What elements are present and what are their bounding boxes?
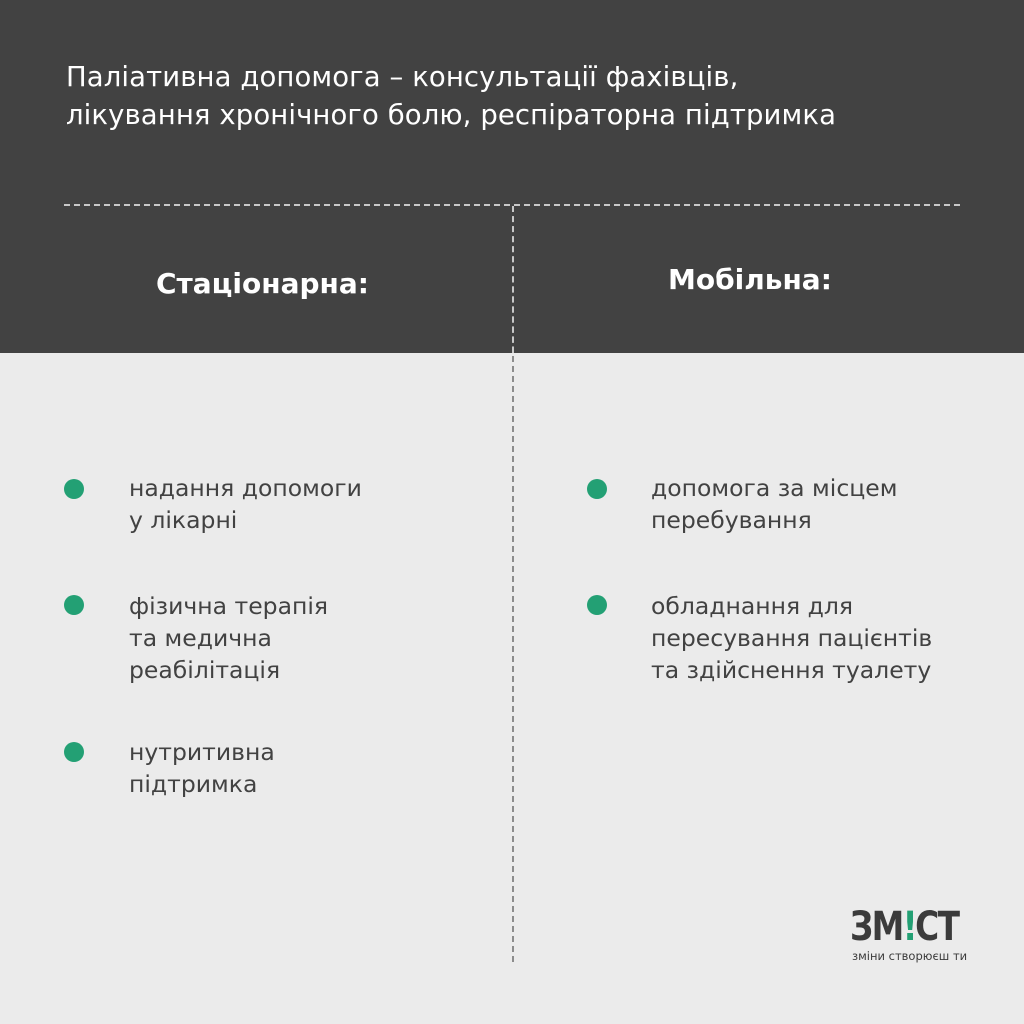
vertical-divider-upper-segment [512,206,514,353]
logo-tagline: зміни створюєш ти [852,949,968,963]
list-item-line: перебування [651,506,812,534]
list-item-line: та здійснення туалету [651,656,932,684]
list-item-line: пересування пацієнтів [651,624,933,652]
list-item-line: підтримка [129,770,258,798]
list-item-text [129,472,362,536]
logo-word-part1: ЗМ [850,904,903,950]
green-bullet-icon [64,479,84,499]
list-item-line: фізична терапія [129,592,329,620]
zmist-logo [850,904,968,965]
list-item-text [651,472,897,536]
column-heading-inpatient: Стаціонарна: [156,267,369,300]
green-bullet-icon [64,742,84,762]
page-title [66,58,986,134]
list-item-line: реабілітація [129,656,281,684]
logo-word-part2: СТ [915,904,959,950]
list-item-line: та медична [129,624,272,652]
list-item-line: у лікарні [129,506,238,534]
green-bullet-icon [64,595,84,615]
list-item-line: надання допомоги [129,474,362,502]
logo-exclamation: ! [902,904,916,950]
list-item-line: допомога за місцем [651,474,898,502]
list-item-text [651,590,932,686]
title-line-2: лікування хронічного болю, респіраторна підтримка [66,99,837,131]
list-item-text [129,736,275,800]
title-line-1: Паліативна допомога – консультації фахівців, [66,61,739,93]
column-heading-mobile: Мобільна: [668,263,832,296]
list-item-text [129,590,328,686]
green-bullet-icon [587,595,607,615]
list-item-line: обладнання для [651,592,854,620]
logo-wordmark [850,905,958,949]
green-bullet-icon [587,479,607,499]
list-item-line: нутритивна [129,738,275,766]
vertical-dashed-divider [512,206,514,962]
